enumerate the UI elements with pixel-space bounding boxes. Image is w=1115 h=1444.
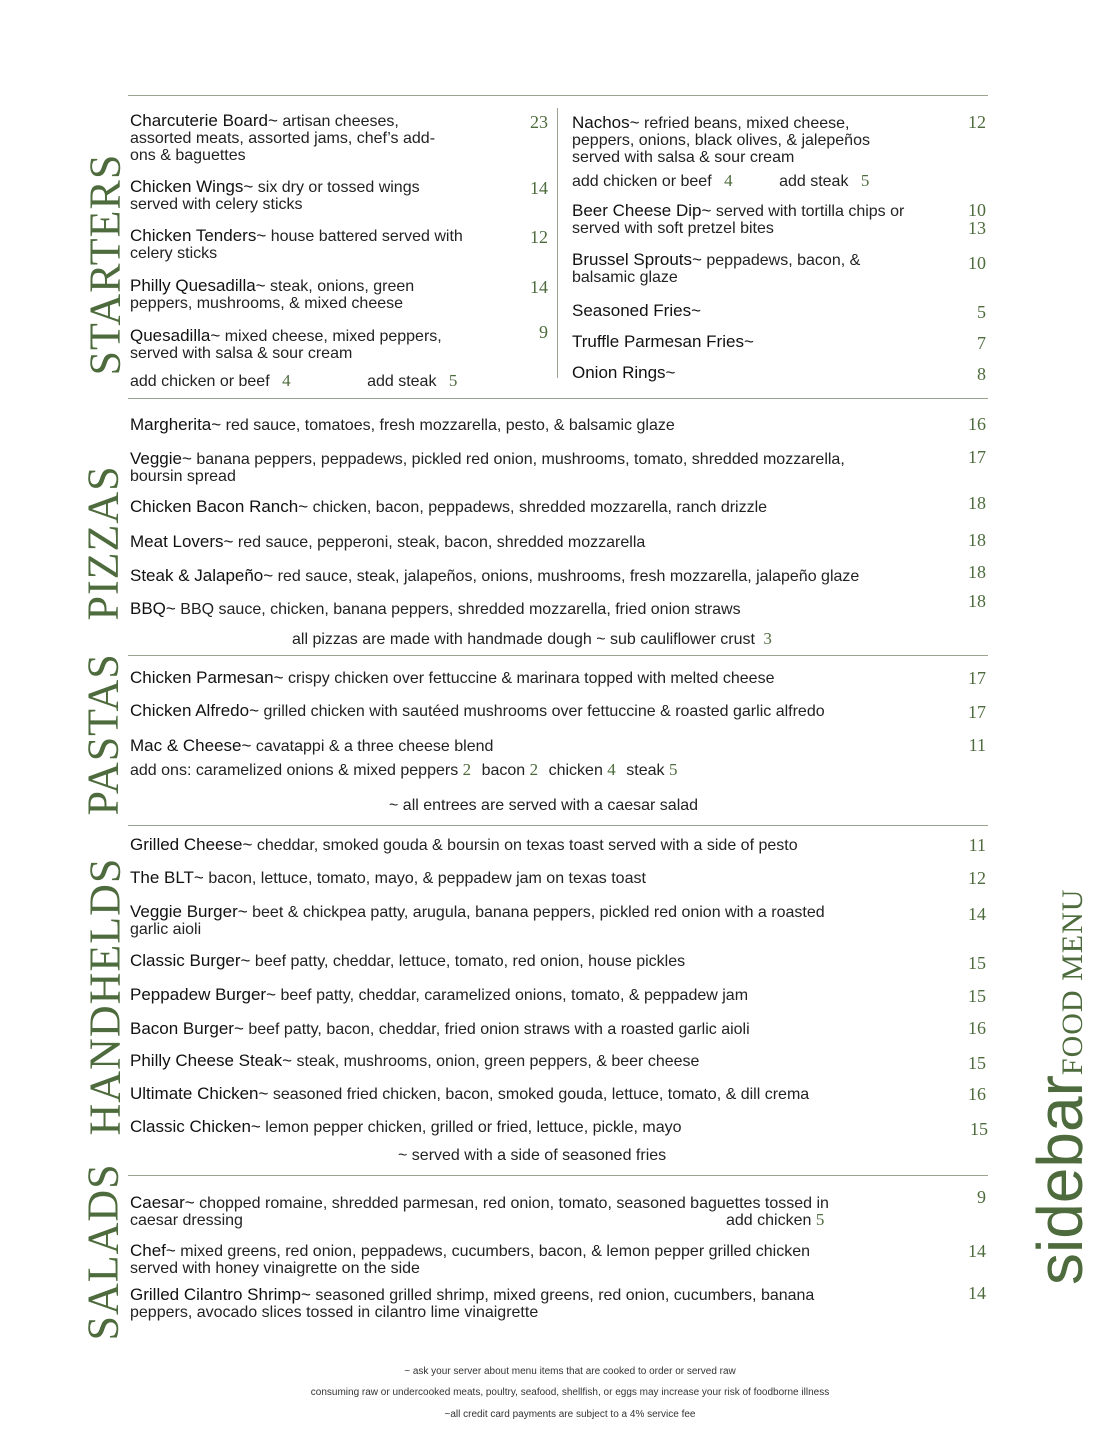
item-price: 12 [968,112,986,132]
item-price: 16 [968,1018,986,1038]
item-name: Classic Chicken~ [130,1117,261,1136]
pizzas-note [292,629,772,649]
item-desc: house battered served with celery sticks [130,228,463,262]
item-name: Chicken Wings~ [130,177,254,196]
item-name: Philly Quesadilla~ [130,276,266,295]
menu-item-seasoned-fries [572,302,872,320]
item-name: Ultimate Chicken~ [130,1084,269,1103]
item-price: 8 [977,364,986,384]
section-label-starters: STARTERS [80,153,130,376]
menu-item-truffle-parmesan-fries [572,333,872,351]
item-desc: BBQ sauce, chicken, banana peppers, shredded mozzarella, fried onion straws [175,601,741,618]
item-desc: beef patty, cheddar, caramelized onions, tomato, & peppadew jam [276,987,749,1004]
item-name: Beer Cheese Dip~ [572,201,712,220]
addon-price: 4 [282,371,291,390]
item-desc: served with tortilla chips or served with soft pretzel bites [572,203,905,237]
divider-handhelds-salads [128,1175,988,1176]
item-desc: seasoned fried chicken, bacon, smoked gouda, lettuce, tomato, & dill crema [268,1086,810,1103]
item-price: 15 [968,1053,986,1073]
item-name: Quesadilla~ [130,326,221,345]
brand-name: sidebar [1024,1075,1096,1285]
menu-item-onion-rings [572,364,872,382]
item-price: 18 [968,562,986,582]
footer-line-foodborne: consuming raw or undercooked meats, poultry, seafood, shellfish, or eggs may increase your risk of foodborne illness [310,1387,830,1398]
item-price: 15 [968,953,986,973]
item-name: Veggie Burger~ [130,902,248,921]
menu-item-grilled-cilantro-shrimp [130,1286,860,1321]
item-desc: refried beans, mixed cheese, peppers, onions, black olives, & jalepeños served with salsa & sour cream [572,115,870,166]
item-name: Grilled Cilantro Shrimp~ [130,1285,311,1304]
item-price: 14 [530,178,548,198]
menu-item-veggie-pizza [130,450,850,485]
item-desc: steak, mushrooms, onion, green peppers, & beer cheese [292,1053,700,1070]
section-label-salads: SALADS [78,1163,128,1341]
item-name: Philly Cheese Steak~ [130,1051,293,1070]
item-name: Steak & Jalapeño~ [130,566,274,585]
menu-item-veggie-burger [130,903,860,938]
brand-subtitle: FOOD MENU [1056,888,1089,1076]
addon-label: add chicken or beef [130,373,270,390]
starters-left-addons [130,371,457,391]
addon-label: add chicken or beef [572,173,712,190]
item-name: Chicken Tenders~ [130,226,267,245]
item-price: 5 [977,302,986,322]
menu-item-the-blt [130,869,930,887]
item-name: Grilled Cheese~ [130,835,253,854]
item-price: 17 [968,668,986,688]
menu-item-chicken-alfredo [130,702,940,720]
pizzas-note-price: 3 [763,629,772,648]
item-desc: red sauce, pepperoni, steak, bacon, shredded mozzarella [233,534,646,551]
footer-line-raw: ~ ask your server about menu items that are cooked to order or served raw [404,1366,736,1377]
menu-item-quesadilla [130,327,485,362]
item-price: 23 [530,112,548,132]
menu-item-chef-salad [130,1242,850,1277]
item-name: Chicken Parmesan~ [130,668,284,687]
item-desc: beet & chickpea patty, arugula, banana peppers, pickled red onion with a roasted garlic aioli [130,904,825,938]
item-name: The BLT~ [130,868,204,887]
item-price: 7 [977,333,986,353]
item-price: 12 [968,868,986,888]
item-desc: steak, onions, green peppers, mushrooms, & mixed cheese [130,278,415,312]
item-desc: lemon pepper chicken, grilled or fried, lettuce, pickle, mayo [260,1119,682,1136]
item-price: 11 [968,735,986,755]
menu-item-margherita [130,416,930,434]
item-price: 18 [968,530,986,550]
item-name: Chicken Alfredo~ [130,701,259,720]
menu-item-philly-cheese-steak [130,1052,930,1070]
item-desc: red sauce, steak, jalapeños, onions, mushrooms, fresh mozzarella, jalapeño glaze [273,568,860,585]
addon-price: 5 [860,171,870,190]
item-desc: six dry or tossed wings served with celery sticks [130,179,420,213]
menu-item-peppadew-burger [130,986,930,1004]
item-name: Chicken Bacon Ranch~ [130,497,309,516]
item-desc: bacon, lettuce, tomato, mayo, & peppadew jam on texas toast [203,870,646,887]
addon-price: 2 [529,760,539,779]
handhelds-note-text: ~ served with a side of seasoned fries [398,1147,667,1164]
item-name: Onion Rings~ [572,363,676,382]
menu-item-steak-jalapeno [130,567,940,585]
menu-item-meat-lovers [130,533,930,551]
item-desc: peppadews, bacon, & balsamic glaze [572,252,861,286]
menu-item-ultimate-chicken [130,1085,940,1103]
item-price: 15 [968,986,986,1006]
item-name: Caesar~ [130,1193,195,1212]
item-desc: cheddar, smoked gouda & boursin on texas toast served with a side of pesto [252,837,798,854]
footer-line-service-fee: ~all credit card payments are subject to a 4% service fee [444,1409,696,1420]
addon-label: steak [626,762,665,779]
item-name: Margherita~ [130,415,222,434]
pastas-note [389,797,698,815]
menu-item-bbq-pizza [130,600,930,618]
divider-starters-pizzas [128,398,988,399]
section-label-handhelds: HANDHELDS [80,857,130,1136]
item-desc: red sauce, tomatoes, fresh mozzarella, pesto, & balsamic glaze [221,417,675,434]
item-price: 17 [968,447,986,467]
addon-label: add steak [779,173,849,190]
item-desc: chopped romaine, shredded parmesan, red onion, tomato, seasoned baguettes tossed in caesar dressing [130,1195,829,1229]
menu-item-bacon-burger [130,1020,930,1038]
divider-pastas-handhelds [128,825,988,826]
addon-label: chicken [548,762,603,779]
section-label-pizzas: PIZZAS [78,465,128,621]
item-price: 9 [539,322,548,342]
item-desc: mixed greens, red onion, peppadews, cucumbers, bacon, & lemon pepper grilled chicken served with honey vinaigrette on the side [130,1243,810,1277]
item-desc: artisan cheeses, assorted meats, assorted jams, chef’s add-ons & baguettes [130,113,436,164]
item-price: 11 [968,835,986,855]
menu-item-chicken-tenders [130,227,480,262]
addon-price: 5 [815,1210,825,1229]
item-price: 9 [977,1187,986,1207]
menu-item-chicken-wings [130,178,470,213]
addon-price: 5 [448,371,458,390]
item-name: Brussel Sprouts~ [572,250,702,269]
menu-item-grilled-cheese [130,836,930,854]
handhelds-note [398,1147,666,1165]
menu-item-mac-and-cheese [130,737,930,755]
addon-label: add chicken [726,1212,812,1229]
item-desc: mixed cheese, mixed peppers, served with salsa & sour cream [130,328,442,362]
item-desc: seasoned grilled shrimp, mixed greens, red onion, cucumbers, banana peppers, avocado slices tossed in cilantro lime vinaigrette [130,1287,815,1321]
divider-starters-columns [557,108,558,378]
item-name: Truffle Parmesan Fries~ [572,332,754,351]
item-price: 14 [968,1241,986,1261]
addon-label: add ons: caramelized onions & mixed peppers [130,762,459,779]
menu-item-nachos [572,114,912,166]
item-desc: banana peppers, peppadews, pickled red onion, mushrooms, tomato, shredded mozzarella, boursin spread [130,451,845,485]
divider-pizzas-pastas [128,655,988,656]
caesar-addon [726,1210,824,1230]
item-price-alt: 13 [968,218,986,238]
item-name: Meat Lovers~ [130,532,234,551]
item-price: 10 [968,253,986,273]
pastas-addons [130,760,677,780]
item-name: Mac & Cheese~ [130,736,252,755]
item-price: 17 [968,702,986,722]
item-price: 10 [968,200,986,220]
item-price: 16 [968,414,986,434]
starters-right-addons [572,171,869,191]
item-price: 14 [530,277,548,297]
menu-item-beer-cheese-dip [572,202,942,237]
item-name: Nachos~ [572,113,640,132]
menu-item-chicken-bacon-ranch [130,498,930,516]
divider-top [128,95,988,96]
menu-item-charcuterie-board [130,112,460,164]
item-price: 18 [968,493,986,513]
item-desc: crispy chicken over fettuccine & marinara topped with melted cheese [283,670,775,687]
addon-price: 4 [724,171,733,190]
item-name: Bacon Burger~ [130,1019,244,1038]
section-label-pastas: PASTAS [78,653,128,816]
item-price: 14 [968,1283,986,1303]
item-name: Classic Burger~ [130,951,251,970]
item-price: 18 [968,591,986,611]
item-price: 15 [970,1119,988,1139]
item-price: 12 [530,227,548,247]
menu-item-philly-quesadilla [130,277,460,312]
menu-item-chicken-parmesan [130,669,930,687]
menu-item-classic-burger [130,952,930,970]
addon-price: 5 [668,760,678,779]
item-name: Charcuterie Board~ [130,111,278,130]
item-desc: chicken, bacon, peppadews, shredded mozzarella, ranch drizzle [308,499,768,516]
pizzas-note-text: all pizzas are made with handmade dough ~ sub cauliflower crust [292,631,755,648]
menu-item-brussel-sprouts [572,251,902,286]
addon-price: 4 [607,760,616,779]
item-name: BBQ~ [130,599,176,618]
item-desc: grilled chicken with sautéed mushrooms over fettuccine & roasted garlic alfredo [259,703,825,720]
item-desc: beef patty, cheddar, lettuce, tomato, red onion, house pickles [250,953,686,970]
addon-label: add steak [367,373,437,390]
addon-price: 2 [462,760,472,779]
item-name: Chef~ [130,1241,176,1260]
item-name: Veggie~ [130,449,192,468]
item-desc: beef patty, bacon, cheddar, fried onion straws with a roasted garlic aioli [243,1021,750,1038]
item-desc: cavatappi & a three cheese blend [251,738,494,755]
item-name: Peppadew Burger~ [130,985,277,1004]
pastas-note-text: ~ all entrees are served with a caesar salad [389,797,699,814]
item-price: 16 [968,1084,986,1104]
item-name: Seasoned Fries~ [572,301,701,320]
menu-item-classic-chicken [130,1118,930,1136]
addon-label: bacon [481,762,526,779]
brand-logo [1024,888,1096,1285]
item-price: 14 [968,904,986,924]
